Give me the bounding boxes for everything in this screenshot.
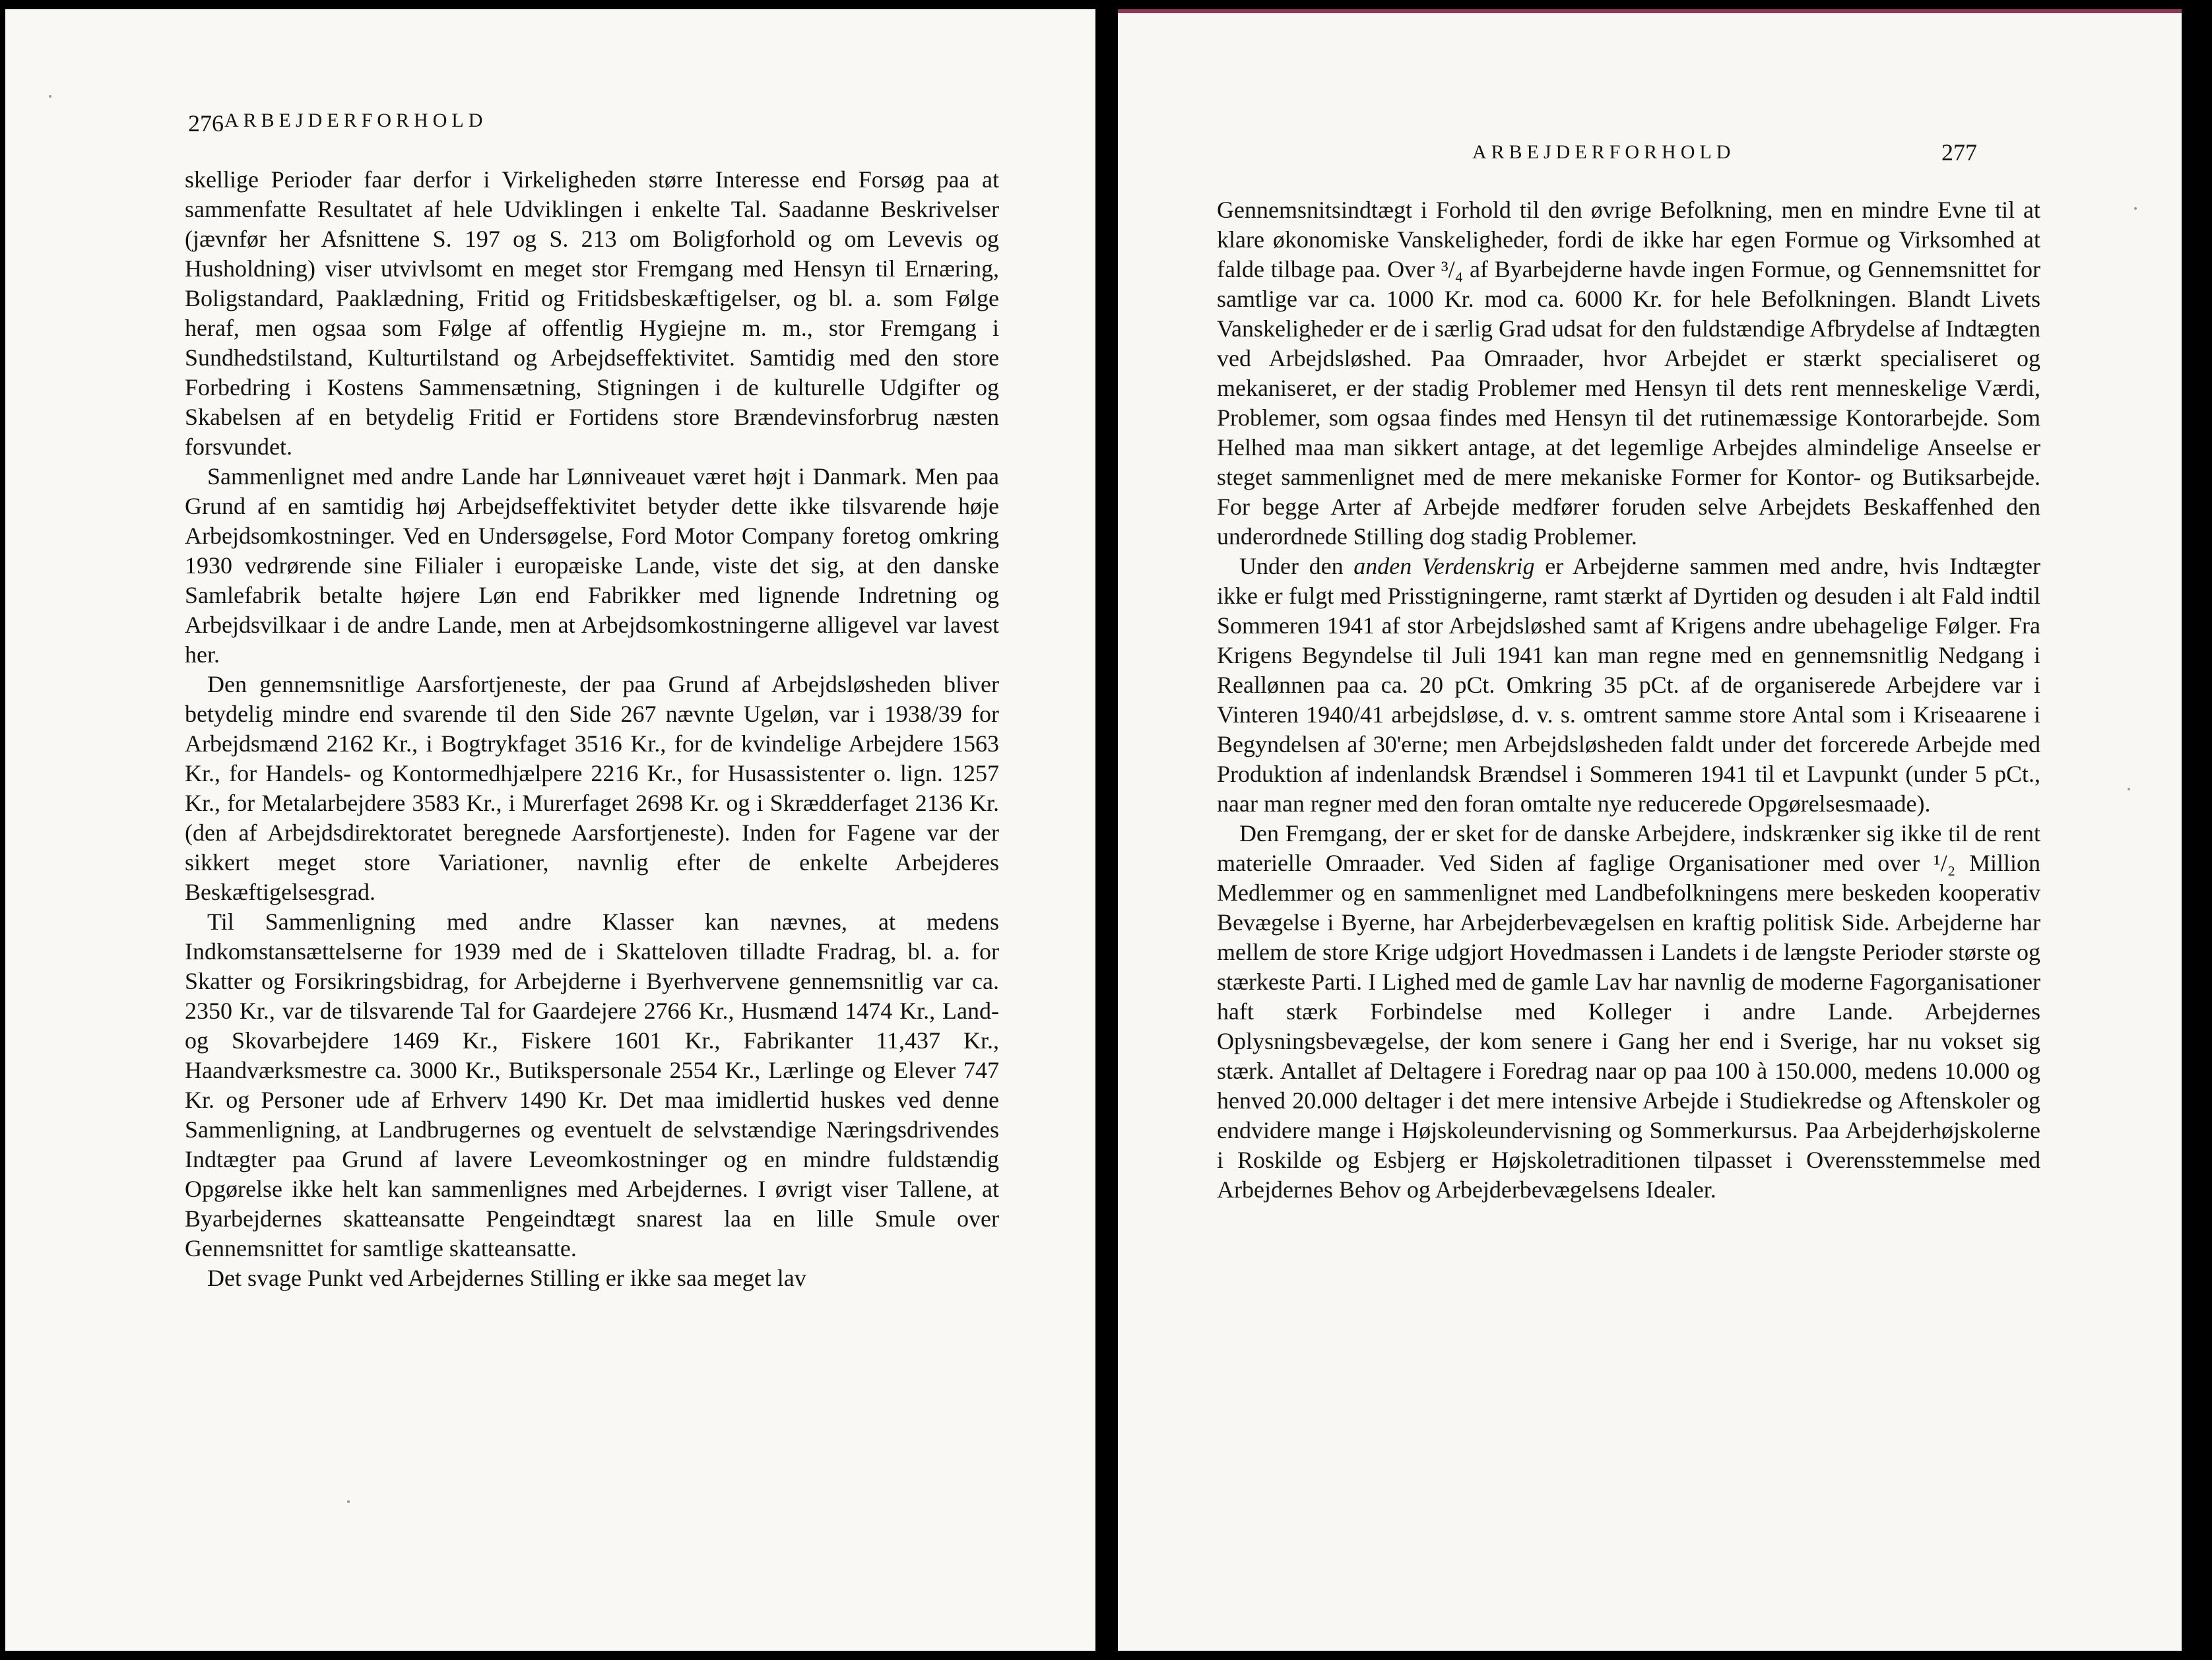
paragraph-text: Gennemsnitsindtægt i Forhold til den øvrige Befolkning, men en mindre Evne til at klare økonomiske Vanskeligheder, fordi de ikke har egen Formue og Virksomhed at falde tilbage paa. Over ³/₄ af Byarbejderne havde ingen Formue, og Gennemsnittet for samtlige var ca. 1000 Kr. mod ca. 6000 Kr. for hele Befolkningen. Blandt Livets Vanskeligheder er de i særlig Grad udsat for den fuldstændige Afbrydelse af Indtægten ved Arbejdsløshed. Paa Omraader, hvor Arbejdet er stærkt specialiseret og mekaniseret, er der stadig Problemer med Hensyn til dets rent menneskelige Værdi, Problemer, som ogsaa findes med Hensyn til det rutinemæssige Kontorarbejde. Som Helhed maa man sikkert antage, at det legemlige Arbejdes almindelige Anseelse er steget sammenlignet med de mere mekaniske Former for Kontor- og Butiksarbejde. For begge Arter af Arbejde medfører foruden selve Arbejdets Beskaffenhed den underordnede Stilling dog stadig Problemer. (1217, 197, 2040, 550)
page-number: 276 (188, 110, 224, 137)
paragraph: Den gennemsnitlige Aarsfortjeneste, der paa Grund af Arbejdsløsheden bliver betydelig mindre end svarende til den Side 267 nævnte Ugeløn, var i 1938/39 for Arbejdsmænd 2162 Kr., i Bogtrykfaget 3516 Kr., for de kvindelige Arbejdere 1563 Kr., for Handels- og Kontormedhjælpere 2216 Kr., for Husassistenter o. lign. 1257 Kr., for Metalarbejdere 3583 Kr., i Murerfaget 2698 Kr. og i Skrædderfaget 2136 Kr. (den af Arbejdsdirektoratet beregnede Aarsfortjeneste). Inden for Fagene var der sikkert meget store Variationer, navnlig efter de enkelte Arbejderes Beskæftigelsesgrad. (185, 671, 999, 905)
page-number: 277 (1941, 139, 1977, 166)
body-text (185, 165, 999, 1293)
running-head: ARBEJDERFORHOLD (1472, 141, 1736, 163)
body-text (1217, 195, 2040, 1205)
running-head: ARBEJDERFORHOLD (224, 110, 488, 131)
paper-speck (347, 1500, 350, 1503)
paragraph: Det svage Punkt ved Arbejdernes Stilling er ikke saa meget lav (207, 1265, 806, 1291)
paragraph: Sammenlignet med andre Lande har Lønniveauet været højt i Danmark. Men paa Grund af en samtidig høj Arbejdseffektivitet betyder dette ikke tilsvarende høje Arbejdsomkostninger. Ved en Undersøgelse, Ford Motor Company foretog omkring 1930 vedrørende sine Filialer i europæiske Lande, viste det sig, at den danske Samlefabrik betalte højere Løn end Fabrikker med lignende Indretning og Arbejdsvilkaar i de andre Lande, men at Arbejdsomkostningerne alligevel var lavest her. (185, 463, 999, 668)
paragraph (1217, 195, 2040, 552)
paragraph-text: er Arbejderne sammen med andre, hvis Indtægter ikke er fulgt med Prisstigningerne, ramt stærkt af Dyrtiden og desuden i alt Fald indtil Sommeren 1941 af stor Arbejdsløshed samt af Krigens andre ubehagelige Følger. Fra Krigens Begyndelse til Juli 1941 kan man regne med en gennemsnitlig Nedgang i Reallønnen paa ca. 20 pCt. Omkring 35 pCt. af de organiserede Arbejdere var i Vinteren 1940/41 arbejdsløse, d. v. s. omtrent samme store Antal som i Kriseaarene i Begyndelsen af 30'erne; men Arbejdsløsheden faldt under det forcerede Arbejde med Produktion af indenlandsk Brændsel i Sommeren 1941 til et Lavpunkt (under 5 pCt., naar man regner med den foran omtalte nye reducerede Opgørelsesmaade). (1217, 553, 2040, 817)
paper-speck (2134, 207, 2137, 210)
paper-speck (2128, 788, 2130, 790)
paragraph-text: Den Fremgang, der er sket for de danske Arbejdere, indskrænker sig ikke til de rent materielle Omraader. Ved Siden af faglige Organisationer med over ¹/₂ Million Medlemmer og en sammenlignet med Landbefolkningens mere beskeden kooperativ Bevægelse i Byerne, har Arbejderbevægelsen en kraftig politisk Side. Arbejderne har mellem de store Krige udgjort Hovedmassen i Landets i de længste Perioder største og stærkeste Parti. I Lighed med de gamle Lav har navnlig de moderne Fagorganisationer haft stærk Forbindelse med Kolleger i andre Lande. Arbejdernes Oplysningsbevægelse, der kom senere i Gang her end i Sverige, har nu vokset sig stærk. Antallet af Deltagere i Foredrag naar op paa 100 à 150.000, medens 10.000 og henved 20.000 deltager i det mere intensive Arbejde i Studiekredse og Aftenskoler og endvidere mange i Højskoleundervisning og Sommerkursus. Paa Arbejderhøjskolerne i Roskilde og Esbjerg er Højskoletraditionen tilpasset i Overensstemmelse med Arbejdernes Behov og Arbejderbevægelsens Idealer. (1217, 820, 2040, 1203)
paragraph: Til Sammenligning med andre Klasser kan nævnes, at medens Indkomstansættelserne for 1939 med de i Skatteloven tilladte Fradrag, bl. a. for Skatter og Forsikringsbidrag, for Arbejderne i Byerhvervene gennemsnitlig var ca. 2350 Kr., var de tilsvarende Tal for Gaardejere 2766 Kr., Husmænd 1474 Kr., Land- og Skovarbejdere 1469 Kr., Fiskere 1601 Kr., Fabrikanter 11,437 Kr., Haandværksmestre ca. 3000 Kr., Butikspersonale 2554 Kr., Lærlinge og Elever 747 Kr. og Personer ude af Erhverv 1490 Kr. Det maa imidlertid huskes ved denne Sammenligning, at Landbrugernes og eventuelt de selvstændige Næringsdrivendes Indtægter paa Grund af lavere Leveomkostninger og en mindre fuldstændig Opgørelse ikke helt kan sammenlignes med Arbejdernes. I øvrigt viser Tallene, at Byarbejdernes skatteansatte Pengeindtægt snarest laa en lille Smule over Gennemsnittet for samtlige skatteansatte. (185, 909, 999, 1261)
paragraph: skellige Perioder faar derfor i Virkeligheden større Interesse end Forsøg paa at sammenfatte Resultatet af hele Udviklingen i enkelte Tal. Saadanne Beskrivelser (jævnfør her Afsnittene S. 197 og S. 213 om Boligforhold og om Levevis og Husholdning) viser utvivlsomt en meget stor Fremgang med Hensyn til Ernæring, Boligstandard, Paaklædning, Fritid og Fritidsbeskæftigelser, og bl. a. som Følge heraf, men ogsaa som Følge af offentlig Hygiejne m. m., stor Fremgang i Sundhedstilstand, Kulturtilstand og Arbejdseffektivitet. Samtidig med den store Forbedring i Kostens Sammensætning, Stigningen i de kulturelle Udgifter og Skabelsen af en betydelig Fritid er Fortidens store Brændevinsforbrug næsten forsvundet. (185, 166, 999, 460)
paragraph (1217, 819, 2040, 1205)
paper-speck (49, 95, 51, 98)
right-page (1118, 9, 2182, 1651)
paragraph (1217, 552, 2040, 819)
left-page (5, 9, 1095, 1651)
emphasized-phrase: anden Verdenskrig (1353, 553, 1535, 579)
paragraph-text: Under den (1239, 553, 1354, 579)
